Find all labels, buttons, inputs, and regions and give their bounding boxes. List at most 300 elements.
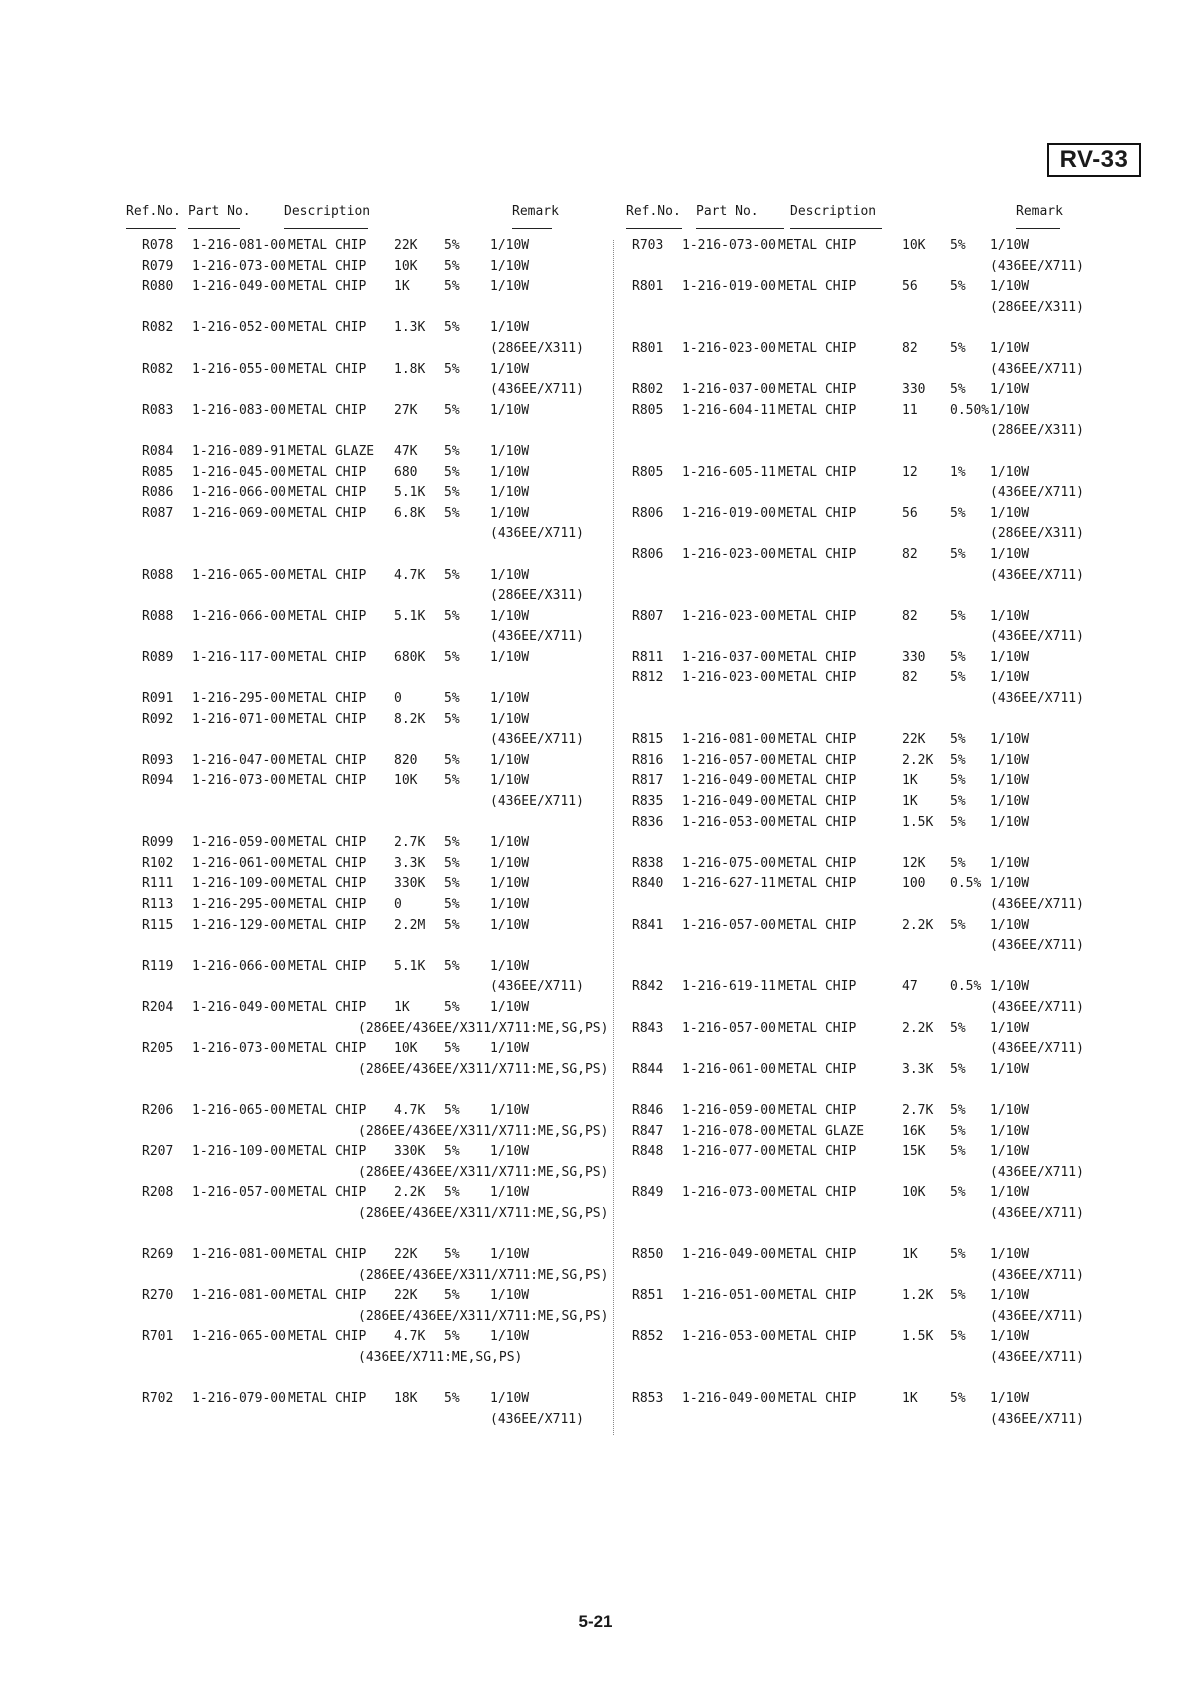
spacer-row [628, 442, 1098, 463]
resistance-value: 4.7K [394, 567, 426, 583]
ref-no: R082 [142, 361, 174, 377]
part-no: 1-216-295-00 [192, 691, 286, 707]
tolerance: 5% [444, 443, 460, 459]
resistance-value: 27K [394, 402, 418, 418]
ref-no: R088 [142, 608, 174, 624]
ref-no: R801 [632, 340, 664, 356]
power-rating: 1/10W [990, 1185, 1030, 1201]
remark-text: (436EE/X711) [990, 1267, 1084, 1283]
resistance-value: 5.1K [394, 485, 426, 501]
header-part-no: Part No. [188, 204, 251, 219]
power-rating: 1/10W [490, 691, 530, 707]
power-rating: 1/10W [490, 917, 530, 933]
ref-no: R812 [632, 670, 664, 686]
tolerance: 5% [444, 1144, 460, 1160]
description: METAL CHIP [778, 505, 857, 521]
tolerance: 5% [444, 897, 460, 912]
ref-no: R701 [142, 1329, 174, 1345]
power-rating: 1/10W [490, 402, 530, 418]
remark-row [628, 298, 1098, 319]
part-no: 1-216-066-00 [192, 485, 286, 501]
resistance-value: 100 [902, 876, 926, 892]
spacer-row [138, 813, 603, 834]
remark-row [628, 1204, 1098, 1225]
tolerance: 5% [950, 1247, 966, 1263]
model-label: RV-33 [1047, 143, 1141, 177]
part-no: 1-216-073-00 [682, 1185, 776, 1201]
part-row [628, 1019, 1098, 1040]
part-no: 1-216-037-00 [682, 649, 776, 665]
part-row [628, 648, 1098, 669]
ref-no: R806 [632, 505, 664, 521]
part-no: 1-216-065-00 [192, 567, 286, 583]
tolerance: 5% [444, 1041, 460, 1057]
ref-no: R805 [632, 402, 664, 418]
part-no: 1-216-023-00 [682, 546, 776, 562]
power-rating: 1/10W [490, 876, 530, 892]
part-row [628, 813, 1098, 834]
resistance-value: 2.2K [394, 1185, 426, 1201]
resistance-value: 82 [902, 670, 918, 686]
tolerance: 5% [950, 1391, 966, 1407]
power-rating: 1/10W [990, 1288, 1030, 1304]
ref-no: R270 [142, 1288, 174, 1304]
part-no: 1-216-117-00 [192, 649, 286, 665]
resistance-value: 1K [902, 794, 918, 810]
remark-text: (436EE/X711) [990, 567, 1084, 583]
part-row [138, 236, 603, 257]
column-header [628, 200, 1098, 236]
part-row [628, 1101, 1098, 1122]
ref-no: R113 [142, 897, 174, 912]
tolerance: 5% [950, 814, 966, 830]
description: METAL CHIP [778, 1061, 857, 1077]
power-rating: 1/10W [990, 1102, 1030, 1118]
part-no: 1-216-073-00 [682, 238, 776, 253]
part-no: 1-216-079-00 [192, 1391, 286, 1407]
part-no: 1-216-071-00 [192, 711, 286, 727]
spacer-row [138, 936, 603, 957]
remark-text: (436EE/X711:ME,SG,PS) [358, 1350, 523, 1366]
description: METAL CHIP [778, 752, 857, 768]
part-row [138, 318, 603, 339]
tolerance: 5% [950, 773, 966, 789]
remark-text: (436EE/X711) [490, 732, 584, 748]
description: METAL CHIP [778, 1144, 857, 1160]
spacer-row [628, 586, 1098, 607]
description: METAL CHIP [778, 649, 857, 665]
remark-row [138, 730, 603, 751]
ref-no: R206 [142, 1102, 174, 1118]
remark-text: (286EE/X311) [490, 588, 584, 604]
power-rating: 1/10W [990, 1123, 1030, 1139]
description: METAL CHIP [778, 855, 857, 871]
part-no: 1-216-073-00 [192, 258, 286, 274]
power-rating: 1/10W [990, 1020, 1030, 1036]
remark-row [628, 566, 1098, 587]
part-no: 1-216-089-91 [192, 443, 286, 459]
remark-text: (286EE/X311) [490, 340, 584, 356]
resistance-value: 1K [902, 1247, 918, 1263]
ref-no: R853 [632, 1391, 664, 1407]
description: METAL CHIP [778, 1329, 857, 1345]
header-description: Description [284, 204, 371, 219]
remark-text: (436EE/X711) [990, 1308, 1084, 1324]
power-rating: 1/10W [490, 773, 530, 789]
parts-list-right [628, 236, 1098, 1430]
spacer-row [628, 710, 1098, 731]
description: METAL CHIP [778, 1391, 857, 1407]
tolerance: 5% [950, 1288, 966, 1304]
tolerance: 5% [444, 485, 460, 501]
resistance-value: 2.2K [902, 917, 934, 933]
ref-no: R817 [632, 773, 664, 789]
ref-no: R815 [632, 732, 664, 748]
description: METAL GLAZE [288, 443, 375, 459]
resistance-value: 3.3K [902, 1061, 934, 1077]
part-no: 1-216-045-00 [192, 464, 286, 480]
part-no: 1-216-037-00 [682, 382, 776, 398]
power-rating: 1/10W [490, 505, 530, 521]
part-no: 1-216-081-00 [192, 1247, 286, 1263]
part-no: 1-216-075-00 [682, 855, 776, 871]
tolerance: 5% [444, 402, 460, 418]
tolerance: 5% [950, 340, 966, 356]
part-row [628, 607, 1098, 628]
resistance-value: 6.8K [394, 505, 426, 521]
resistance-value: 4.7K [394, 1102, 426, 1118]
resistance-value: 0 [394, 897, 402, 912]
description: METAL CHIP [778, 340, 857, 356]
power-rating: 1/10W [490, 752, 530, 768]
resistance-value: 1K [394, 999, 410, 1015]
power-rating: 1/10W [990, 1391, 1030, 1407]
tolerance: 5% [950, 546, 966, 562]
remark-row [138, 1410, 603, 1431]
tolerance: 5% [444, 1185, 460, 1201]
part-no: 1-216-023-00 [682, 340, 776, 356]
ref-no: R811 [632, 649, 664, 665]
description: METAL CHIP [778, 917, 857, 933]
part-row [138, 360, 603, 381]
remark-text: (286EE/436EE/X311/X711:ME,SG,PS) [358, 1061, 609, 1077]
tolerance: 5% [444, 1329, 460, 1345]
remark-text: (286EE/436EE/X311/X711:ME,SG,PS) [358, 1020, 609, 1036]
tolerance: 5% [444, 567, 460, 583]
resistance-value: 680 [394, 464, 418, 480]
description: METAL CHIP [288, 258, 367, 274]
part-row [628, 1245, 1098, 1266]
remark-row [628, 483, 1098, 504]
ref-no: R119 [142, 958, 174, 974]
remark-row [628, 1307, 1098, 1328]
power-rating: 1/10W [990, 464, 1030, 480]
resistance-value: 56 [902, 505, 918, 521]
resistance-value: 22K [394, 238, 418, 253]
spacer-row [138, 298, 603, 319]
tolerance: 5% [444, 855, 460, 871]
power-rating: 1/10W [490, 485, 530, 501]
tolerance: 5% [444, 999, 460, 1015]
description: METAL CHIP [778, 773, 857, 789]
remark-row [628, 895, 1098, 916]
tolerance: 5% [444, 711, 460, 727]
tolerance: 5% [444, 361, 460, 377]
ref-no: R846 [632, 1102, 664, 1118]
ref-no: R842 [632, 979, 664, 995]
part-no: 1-216-057-00 [682, 917, 776, 933]
tolerance: 5% [950, 752, 966, 768]
resistance-value: 1.3K [394, 320, 426, 336]
spacer-row [628, 1369, 1098, 1390]
resistance-value: 1.8K [394, 361, 426, 377]
remark-text: (436EE/X711) [990, 629, 1084, 645]
part-row [628, 277, 1098, 298]
remark-text: (436EE/X711) [990, 1164, 1084, 1180]
tolerance: 5% [444, 773, 460, 789]
remark-text: (436EE/X711) [490, 1411, 584, 1427]
part-no: 1-216-051-00 [682, 1288, 776, 1304]
header-ref-no: Ref.No. [626, 204, 681, 219]
part-row [628, 1142, 1098, 1163]
description: METAL CHIP [288, 1144, 367, 1160]
description: METAL CHIP [288, 691, 367, 707]
part-row [628, 1060, 1098, 1081]
remark-text: (436EE/X711) [490, 382, 584, 398]
spacer-row [138, 1369, 603, 1390]
remark-text: (436EE/X711) [990, 258, 1084, 274]
resistance-value: 0 [394, 691, 402, 707]
remark-row [138, 1204, 609, 1225]
resistance-value: 2.2M [394, 917, 426, 933]
description: METAL CHIP [288, 1102, 367, 1118]
power-rating: 1/10W [990, 1329, 1030, 1345]
resistance-value: 16K [902, 1123, 926, 1139]
ref-no: R115 [142, 917, 174, 933]
resistance-value: 1.5K [902, 1329, 934, 1345]
description: METAL CHIP [778, 814, 857, 830]
power-rating: 1/10W [490, 567, 530, 583]
tolerance: 5% [444, 1391, 460, 1407]
description: METAL CHIP [288, 711, 367, 727]
part-no: 1-216-057-00 [682, 1020, 776, 1036]
part-no: 1-216-109-00 [192, 876, 286, 892]
part-row [628, 236, 1098, 257]
tolerance: 5% [950, 505, 966, 521]
spacer-row [138, 421, 603, 442]
part-no: 1-216-023-00 [682, 670, 776, 686]
description: METAL CHIP [288, 999, 367, 1015]
resistance-value: 47 [902, 979, 918, 995]
remark-text: (286EE/X311) [990, 423, 1084, 439]
part-row [138, 463, 603, 484]
power-rating: 1/10W [490, 361, 530, 377]
power-rating: 1/10W [990, 340, 1030, 356]
part-row [138, 277, 603, 298]
part-row [628, 751, 1098, 772]
resistance-value: 330 [902, 649, 926, 665]
part-row [628, 339, 1098, 360]
remark-row [138, 1060, 609, 1081]
ref-no: R816 [632, 752, 664, 768]
power-rating: 1/10W [490, 464, 530, 480]
resistance-value: 82 [902, 340, 918, 356]
tolerance: 5% [950, 670, 966, 686]
resistance-value: 5.1K [394, 608, 426, 624]
power-rating: 1/10W [990, 732, 1030, 748]
remark-row [138, 339, 603, 360]
header-underline [284, 228, 368, 229]
column-divider [613, 240, 614, 1435]
power-rating: 1/10W [990, 1061, 1030, 1077]
remark-row [628, 1163, 1098, 1184]
description: METAL CHIP [288, 1329, 367, 1345]
resistance-value: 10K [394, 773, 418, 789]
remark-text: (436EE/X711) [990, 361, 1084, 377]
part-no: 1-216-066-00 [192, 608, 286, 624]
part-no: 1-216-069-00 [192, 505, 286, 521]
ref-no: R080 [142, 279, 174, 295]
power-rating: 1/10W [990, 773, 1030, 789]
part-row [138, 1101, 603, 1122]
remark-text: (436EE/X711) [490, 794, 584, 810]
part-row [138, 710, 603, 731]
description: METAL CHIP [288, 958, 367, 974]
part-row [628, 668, 1098, 689]
description: METAL CHIP [778, 979, 857, 995]
power-rating: 1/10W [490, 999, 530, 1015]
tolerance: 5% [950, 608, 966, 624]
remark-row [138, 1266, 609, 1287]
description: METAL CHIP [778, 794, 857, 810]
part-no: 1-216-057-00 [192, 1185, 286, 1201]
header-underline [512, 228, 552, 229]
part-no: 1-216-023-00 [682, 608, 776, 624]
part-no: 1-216-061-00 [192, 855, 286, 871]
part-row [138, 442, 603, 463]
part-no: 1-216-627-11 [682, 876, 776, 892]
description: METAL CHIP [778, 876, 857, 892]
ref-no: R099 [142, 835, 174, 851]
part-no: 1-216-109-00 [192, 1144, 286, 1160]
parts-column-left [126, 200, 609, 1430]
ref-no: R205 [142, 1041, 174, 1057]
remark-row [628, 998, 1098, 1019]
ref-no: R848 [632, 1144, 664, 1160]
spacer-row [138, 668, 603, 689]
part-no: 1-216-604-11 [682, 402, 776, 418]
tolerance: 0.50% [950, 402, 990, 418]
part-no: 1-216-049-00 [682, 1247, 776, 1263]
remark-text: (436EE/X711) [990, 999, 1084, 1015]
part-no: 1-216-619-11 [682, 979, 776, 995]
part-row [138, 1183, 603, 1204]
power-rating: 1/10W [990, 402, 1030, 418]
remark-text: (436EE/X711) [990, 1041, 1084, 1057]
power-rating: 1/10W [490, 1391, 530, 1407]
header-underline [696, 228, 784, 229]
tolerance: 5% [444, 917, 460, 933]
part-no: 1-216-073-00 [192, 1041, 286, 1057]
ref-no: R094 [142, 773, 174, 789]
remark-row [628, 360, 1098, 381]
power-rating: 1/10W [490, 1041, 530, 1057]
remark-row [628, 257, 1098, 278]
resistance-value: 12 [902, 464, 918, 480]
remark-text: (286EE/436EE/X311/X711:ME,SG,PS) [358, 1308, 609, 1324]
resistance-value: 330K [394, 1144, 426, 1160]
description: METAL CHIP [288, 361, 367, 377]
header-underline [188, 228, 240, 229]
power-rating: 1/10W [990, 876, 1030, 892]
tolerance: 5% [444, 1247, 460, 1263]
part-row [138, 771, 603, 792]
part-no: 1-216-019-00 [682, 279, 776, 295]
description: METAL CHIP [288, 402, 367, 418]
ref-no: R091 [142, 691, 174, 707]
remark-text: (436EE/X711) [990, 1411, 1084, 1427]
ref-no: R204 [142, 999, 174, 1015]
resistance-value: 1.2K [902, 1288, 934, 1304]
ref-no: R079 [142, 258, 174, 274]
header-underline [626, 228, 682, 229]
ref-no: R802 [632, 382, 664, 398]
remark-row [138, 1307, 609, 1328]
resistance-value: 820 [394, 752, 418, 768]
ref-no: R088 [142, 567, 174, 583]
ref-no: R843 [632, 1020, 664, 1036]
part-row [138, 1327, 603, 1348]
tolerance: 5% [444, 464, 460, 480]
part-no: 1-216-081-00 [192, 238, 286, 253]
power-rating: 1/10W [490, 608, 530, 624]
remark-text: (436EE/X711) [990, 1350, 1084, 1366]
description: METAL CHIP [288, 917, 367, 933]
ref-no: R801 [632, 279, 664, 295]
part-no: 1-216-059-00 [682, 1102, 776, 1118]
resistance-value: 10K [394, 1041, 418, 1057]
resistance-value: 1.5K [902, 814, 934, 830]
resistance-value: 2.7K [394, 835, 426, 851]
description: METAL CHIP [288, 1041, 367, 1057]
ref-no: R111 [142, 876, 174, 892]
remark-row [138, 977, 603, 998]
ref-no: R835 [632, 794, 664, 810]
description: METAL CHIP [288, 320, 367, 336]
remark-row [138, 1019, 609, 1040]
tolerance: 5% [950, 382, 966, 398]
resistance-value: 680K [394, 649, 426, 665]
description: METAL CHIP [778, 1247, 857, 1263]
remark-text: (436EE/X711) [490, 629, 584, 645]
description: METAL CHIP [288, 835, 367, 851]
power-rating: 1/10W [490, 238, 530, 253]
tolerance: 5% [950, 1185, 966, 1201]
description: METAL CHIP [778, 1102, 857, 1118]
power-rating: 1/10W [490, 443, 530, 459]
ref-no: R852 [632, 1329, 664, 1345]
resistance-value: 56 [902, 279, 918, 295]
part-row [628, 792, 1098, 813]
remark-row [138, 380, 603, 401]
remark-row [138, 586, 603, 607]
tolerance: 5% [444, 691, 460, 707]
part-row [138, 895, 603, 916]
tolerance: 5% [444, 258, 460, 274]
remark-row [628, 421, 1098, 442]
description: METAL CHIP [778, 238, 857, 253]
ref-no: R836 [632, 814, 664, 830]
